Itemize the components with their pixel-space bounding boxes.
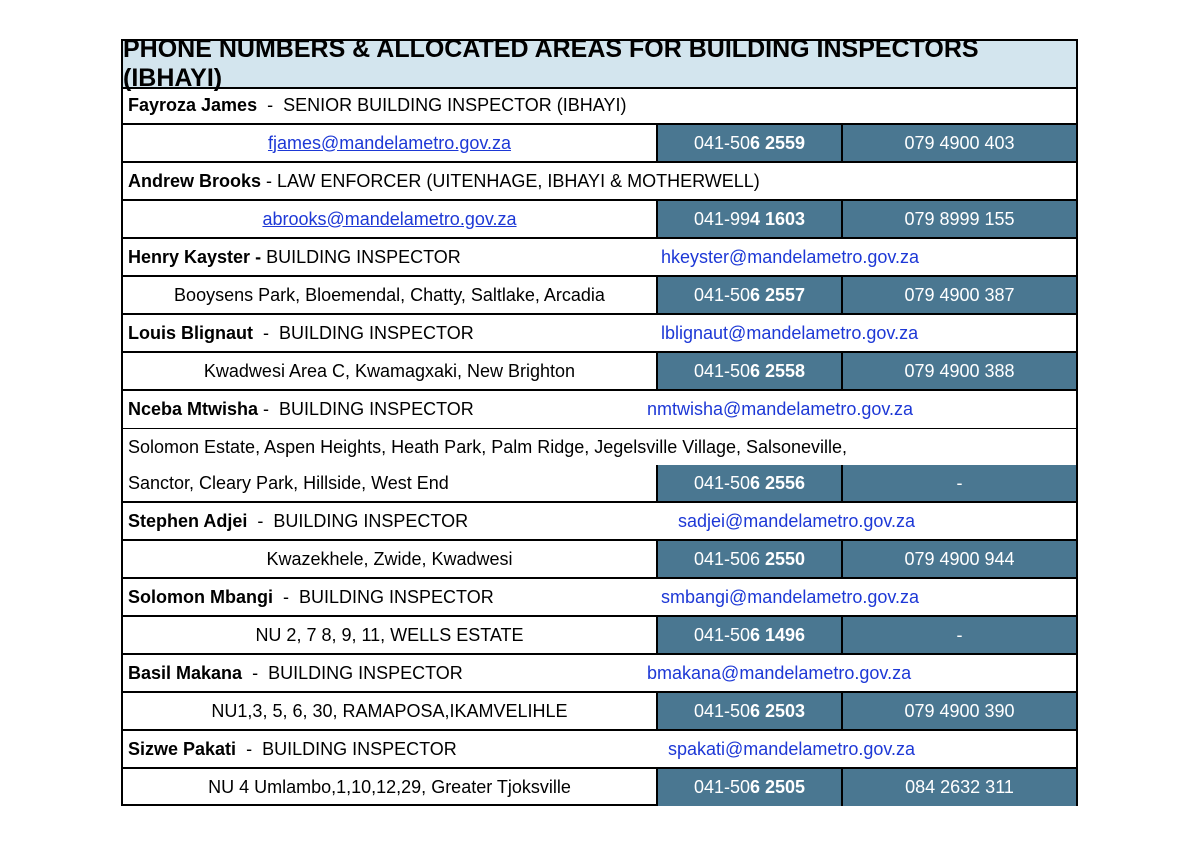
inspector-name: Andrew Brooks <box>128 170 262 191</box>
inspector-role: SENIOR BUILDING INSPECTOR (IBHAYI) <box>283 94 627 115</box>
cell-phone: - <box>841 617 1076 653</box>
contact-row <box>123 201 1076 239</box>
name-row <box>123 239 1076 277</box>
inspector-role: LAW ENFORCER (UITENHAGE, IBHAYI & MOTHERWELL) <box>277 170 760 191</box>
name-row: Sizwe Pakati - BUILDING INSPECTOR spakati@mandelametro.gov.za <box>123 731 1076 769</box>
email-link[interactable]: nmtwisha@mandelametro.gov.za <box>647 399 914 419</box>
inspector-role: BUILDING INSPECTOR <box>268 662 463 683</box>
area-row <box>123 429 1076 465</box>
allocated-area: Sanctor, Cleary Park, Hillside, West End <box>128 472 449 493</box>
inspector-role: BUILDING INSPECTOR <box>266 246 461 267</box>
office-phone: 041-50 6 2557 <box>656 277 841 313</box>
allocated-area: Solomon Estate, Aspen Heights, Heath Park, Palm Ridge, Jegelsville Village, Salsoneville, <box>128 436 848 457</box>
cell-phone: 079 4900 387 <box>841 277 1076 313</box>
contact-row <box>123 693 1076 731</box>
email-link[interactable]: bmakana@mandelametro.gov.za <box>647 662 912 683</box>
allocated-area: NU 2, 7 8, 9, 11, WELLS ESTATE <box>255 624 524 645</box>
office-phone: 041-506 2550 <box>656 541 841 577</box>
inspector-name: Solomon Mbangi <box>128 586 273 607</box>
email-link[interactable]: fjames@mandelametro.gov.za <box>267 132 512 153</box>
name-row: Basil Makana - BUILDING INSPECTOR bmakana@mandelametro.gov.za <box>123 655 1076 693</box>
office-phone: 041-50 6 2556 <box>656 465 841 501</box>
contact-row <box>123 617 1076 655</box>
inspector-name: Fayroza James <box>128 94 258 115</box>
cell-phone: 084 2632 311 <box>841 769 1076 806</box>
contact-row <box>123 769 1076 806</box>
allocated-area: NU1,3, 5, 6, 30, RAMAPOSA,IKAMVELIHLE <box>211 700 568 721</box>
inspector-role: BUILDING INSPECTOR <box>279 399 474 419</box>
name-row: Fayroza James - SENIOR BUILDING INSPECTOR (IBHAYI) <box>123 87 1076 125</box>
office-phone: 041-99 4 1603 <box>656 201 841 237</box>
allocated-area: Booysens Park, Bloemendal, Chatty, Saltlake, Arcadia <box>174 284 605 305</box>
page-title: PHONE NUMBERS & ALLOCATED AREAS FOR BUILDING INSPECTORS (IBHAYI) <box>123 41 1076 89</box>
inspector-role: BUILDING INSPECTOR <box>262 738 457 759</box>
office-phone: 041-50 6 2505 <box>656 769 841 806</box>
email-link[interactable]: spakati@mandelametro.gov.za <box>668 738 916 759</box>
contact-row <box>123 541 1076 579</box>
name-row: Stephen Adjei - BUILDING INSPECTOR sadjei@mandelametro.gov.za <box>123 503 1076 541</box>
email-link[interactable]: lblignaut@mandelametro.gov.za <box>661 322 919 343</box>
cell-phone: 079 4900 403 <box>841 125 1076 161</box>
inspector-role: BUILDING INSPECTOR <box>279 322 474 343</box>
inspector-role: BUILDING INSPECTOR <box>273 510 469 531</box>
name-row: Louis Blignaut - BUILDING INSPECTOR lblignaut@mandelametro.gov.za <box>123 315 1076 353</box>
contact-table <box>121 35 1078 806</box>
contact-row <box>123 465 1076 503</box>
contact-row <box>123 353 1076 391</box>
inspector-name: Nceba Mtwisha <box>128 399 259 419</box>
email-link[interactable]: smbangi@mandelametro.gov.za <box>661 586 920 607</box>
inspector-name: Henry Kayster - <box>128 246 262 267</box>
allocated-area: Kwadwesi Area C, Kwamagxaki, New Brighton <box>203 360 576 381</box>
cell-phone: 079 4900 390 <box>841 693 1076 729</box>
cell-phone: 079 4900 944 <box>841 541 1076 577</box>
email-link[interactable]: hkeyster@mandelametro.gov.za <box>661 246 920 267</box>
inspector-name: Louis Blignaut <box>128 322 253 343</box>
inspector-name: Sizwe Pakati <box>128 738 237 759</box>
name-row: Nceba Mtwisha - BUILDING INSPECTOR nmtwisha@mandelametro.gov.za <box>123 391 1076 429</box>
contact-row <box>123 125 1076 163</box>
cell-phone: - <box>841 465 1076 501</box>
inspector-name: Basil Makana <box>128 662 243 683</box>
cell-phone: 079 8999 155 <box>841 201 1076 237</box>
inspector-role: BUILDING INSPECTOR <box>298 586 494 607</box>
contact-row <box>123 277 1076 315</box>
office-phone: 041-50 6 1496 <box>656 617 841 653</box>
email-link[interactable]: abrooks@mandelametro.gov.za <box>262 208 517 229</box>
office-phone: 041-50 6 2559 <box>656 125 841 161</box>
inspector-name: Stephen Adjei <box>128 510 248 531</box>
allocated-area: Kwazekhele, Zwide, Kwadwesi <box>266 548 513 569</box>
office-phone: 041-50 6 2558 <box>656 353 841 389</box>
name-row: Solomon Mbangi - BUILDING INSPECTOR smbangi@mandelametro.gov.za <box>123 579 1076 617</box>
name-row: Andrew Brooks - LAW ENFORCER (UITENHAGE, IBHAYI & MOTHERWELL) <box>123 163 1076 201</box>
office-phone: 041-50 6 2503 <box>656 693 841 729</box>
email-link[interactable]: sadjei@mandelametro.gov.za <box>678 510 916 531</box>
allocated-area: NU 4 Umlambo,1,10,12,29, Greater Tjoksville <box>208 777 571 797</box>
cell-phone: 079 4900 388 <box>841 353 1076 389</box>
